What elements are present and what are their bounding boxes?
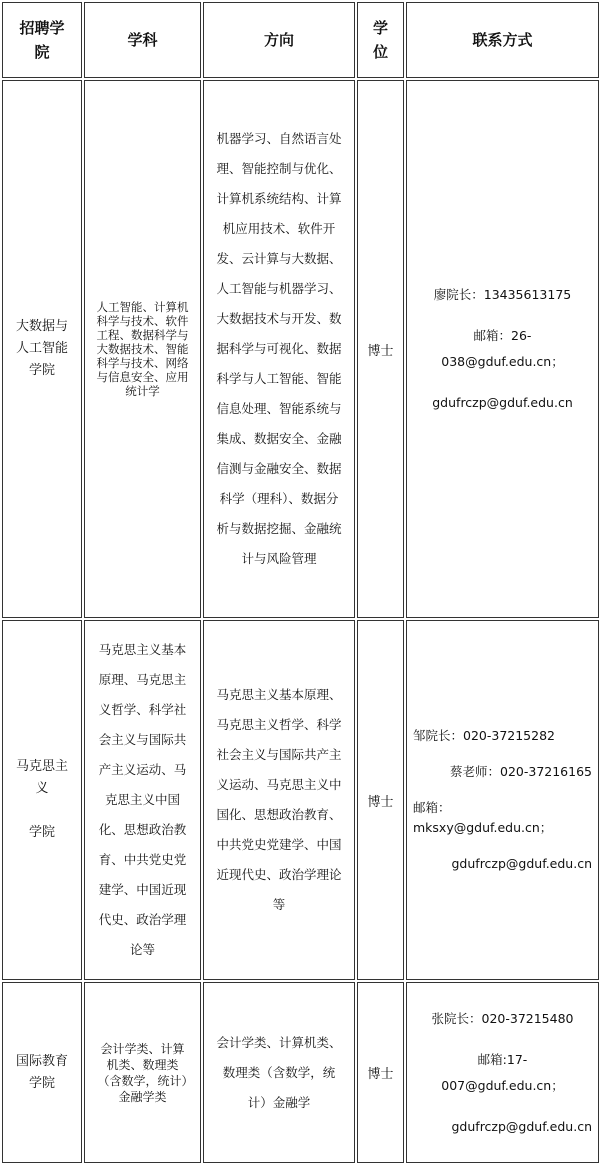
row1-subject-text: 人工智能、计算机科学与技术、软件工程、数据科学与大数据技术、智能科学与技术、网络与信息安全、应用统计学: [96, 300, 189, 398]
row2-subject: [84, 620, 201, 980]
row1-direction: [203, 80, 355, 618]
row2-college-text: 马克思主 义 学院: [15, 759, 68, 840]
row3-direction-text: 会计学类、计算机类、数理类（含数学，统计）金融学: [216, 1034, 342, 1110]
header-college: [2, 2, 82, 78]
row3-contact-phone: 张院长：020-37215480: [431, 1010, 574, 1026]
row1-contact-phone: 廖院长：13435613175: [433, 287, 572, 302]
row3-degree: [357, 982, 404, 1163]
row1-college: [2, 80, 82, 618]
row2-contact-email2: gdufrczp@gduf.edu.cn: [451, 856, 592, 871]
header-subject: [84, 2, 201, 78]
row2-degree-text: 博士: [367, 794, 394, 810]
row2-direction: [203, 620, 355, 980]
row3-college-text: 国际教育 学院: [15, 1053, 68, 1091]
row1-contact-email: 邮箱：26- 038@gduf.edu.cn；: [441, 328, 564, 369]
header-degree: [357, 2, 404, 78]
row3-contact: [406, 982, 599, 1163]
row1-subject: [84, 80, 201, 618]
row3-contact-email2: gdufrczp@gduf.edu.cn: [451, 1118, 592, 1134]
header-college-text: 招聘学 院: [19, 19, 65, 61]
row1-college-text: 大数据与 人工智能 学院: [15, 319, 68, 378]
row3-degree-text: 博士: [367, 1067, 394, 1082]
header-direction: [203, 2, 355, 78]
header-direction-text: 方向: [263, 31, 294, 49]
row2-contact-email: mksxy@gduf.edu.cn；: [413, 820, 553, 835]
row1-degree-text: 博士: [367, 343, 394, 359]
row3-subject-text: 会计学类、计算机类、数理类（含数学，统计）金融学类: [97, 1041, 188, 1104]
row3-college: [2, 982, 82, 1163]
row1-contact: [406, 80, 599, 618]
row2-direction-text: 马克思主义基本原理、马克思主义哲学、科学社会主义与国际共产主义运动、马克思主义中国化、思想政治教育、中共党史党建学、中国近现代史、政治学理论等: [216, 687, 342, 912]
row2-contact-email-label: 邮箱：: [413, 800, 451, 815]
row2-contact-phone1: 邹院长：020-37215282: [413, 728, 555, 743]
row2-subject-text: 马克思主义基本原理、马克思主义哲学、科学社会主义与国际共产主义运动、马克思主义中国化、思想政治教育、中共党史党建学、中国近现代史、政治学理论等: [98, 642, 187, 957]
row3-direction: [203, 982, 355, 1163]
row2-degree: [357, 620, 404, 980]
row2-college: [2, 620, 82, 980]
header-subject-text: 学科: [127, 31, 158, 49]
row1-direction-text: 机器学习、自然语言处理、智能控制与优化、计算机系统结构、计算机应用技术、软件开发、云计算与大数据、人工智能与机器学习、大数据技术与开发、数据科学与可视化、数据科学与人工智能、智能信息处理、智能系统与集成、数据安全、金融信测与金融安全、数据科学（理科）、数据分析与数据挖掘、金融统计与风险管理: [216, 131, 342, 566]
row3-contact-email: 邮箱:17- 007@gduf.edu.cn；: [441, 1051, 564, 1093]
row1-degree: [357, 80, 404, 618]
header-contact: [406, 2, 599, 78]
header-contact-text: 联系方式: [472, 31, 533, 49]
row3-subject: [84, 982, 201, 1163]
row1-contact-email2: gdufrczp@gduf.edu.cn: [432, 395, 573, 410]
header-degree-text: 学 位: [372, 19, 388, 61]
row2-contact: [406, 620, 599, 980]
row2-contact-phone2: 蔡老师：020-37216165: [450, 764, 592, 779]
